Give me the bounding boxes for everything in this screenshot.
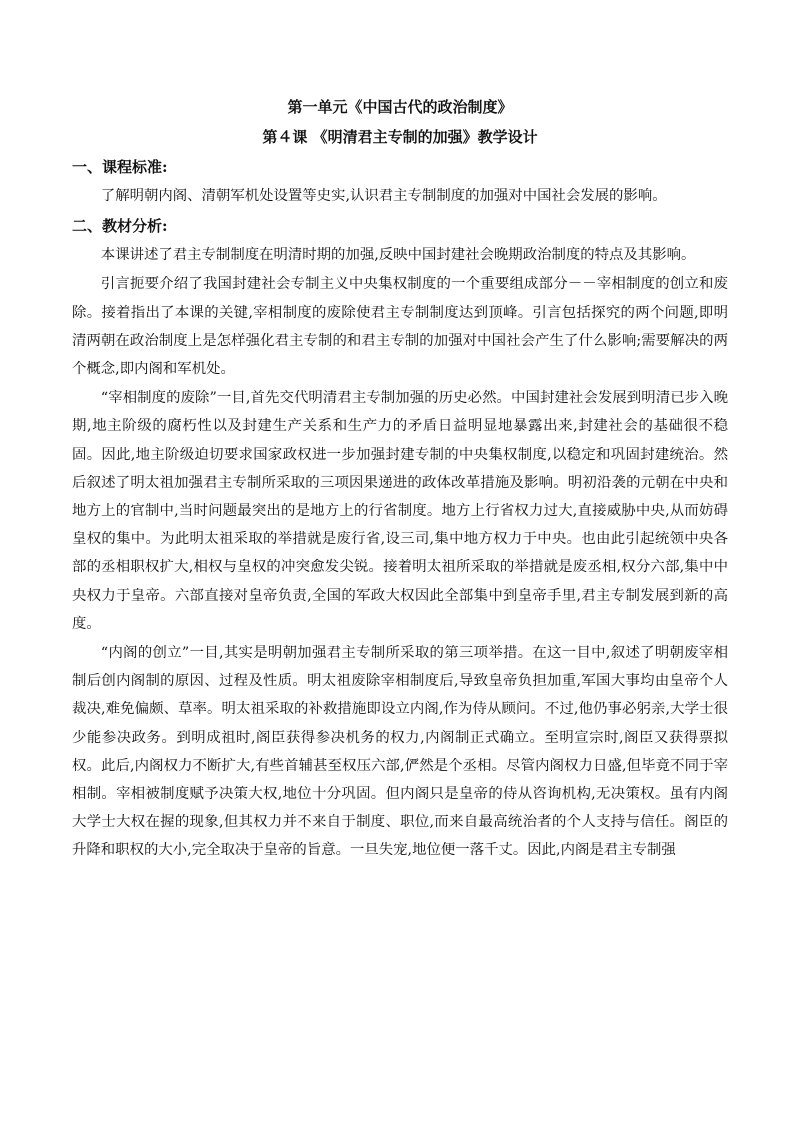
document-page xyxy=(72,92,728,866)
lesson-title: 第４课 《明清君主专制的加强》教学设计 xyxy=(262,128,538,146)
paragraph: “宰相制度的废除”一目,首先交代明清君主专制加强的历史必然。中国封建社会发展到明清已步入晚期,地主阶级的腐朽性以及封建生产关系和生产力的矛盾日益明显地暴露出来,封建社会的基础很不稳固。因此,地主阶级迫切要求国家政权进一步加强封建专制的中央集权制度,以稳定和巩固封建统治。然后叙述了明太祖加强君主专制所采取的三项因果递进的政体改革措施及影响。明初沿袭的元朝在中央和地方上的官制中,当时问题最突出的是地方上的行省制度。地方上行省权力过大,直接威胁中央,从而妨碍皇权的集中。为此明太祖采取的举措就是废行省,设三司,集中地方权力于中央。也由此引起统领中央各部的丞相职权扩大,相权与皇权的冲突愈发尖锐。接着明太祖所采取的举措就是废丞相,权分六部,集中中央权力于皇帝。六部直接对皇帝负责,全国的军政大权因此全部集中到皇帝手里,君主专制发展到新的高度。 xyxy=(72,390,728,632)
paragraph: 引言扼要介绍了我国封建社会专制主义中央集权制度的一个重要组成部分－－宰相制度的创立和废除。接着指出了本课的关键,宰相制度的废除使君主专制制度达到顶峰。引言包括探究的两个问题,即明清两朝在政治制度上是怎样强化君主专制的和君主专制的加强对中国社会产生了什么影响;需要解决的两个概念,即内阁和军机处。 xyxy=(72,276,728,378)
unit-title: 第一单元《中国古代的政治制度》 xyxy=(287,98,513,116)
paragraph: 本课讲述了君主专制制度在明清时期的加强,反映中国封建社会晚期政治制度的特点及其影响。 xyxy=(100,247,696,264)
section-heading: 二、教材分析: xyxy=(72,217,168,236)
section-textbook-analysis xyxy=(72,211,728,864)
paragraph: “内阁的创立”一目,其实是明朝加强君主专制所采取的第三项举措。在这一目中,叙述了明朝废宰相制后创内阁制的原因、过程及性质。明太祖废除宰相制度后,导致皇帝负担加重,军国大事均由皇帝个人裁决,难免偏颇、草率。明太祖采取的补救措施即设立内阁,作为侍从顾问。不过,他仍事必躬亲,大学士很少能参决政务。到明成祖时,阁臣获得参决机务的权力,内阁制正式确立。至明宣宗时,阁臣又获得票拟权。此后,内阁权力不断扩大,有些首辅甚至权压六部,俨然是个丞相。尽管内阁权力日盛,但毕竟不同于宰相制。宰相被制度赋予决策大权,地位十分巩固。但内阁只是皇帝的侍从咨询机构,无决策权。虽有内阁大学士大权在握的现象,但其权力并不来自于制度、职位,而来自最高统治者的个人支持与信任。阁臣的升降和职权的大小,完全取决于皇帝的旨意。一旦失宠,地位便一落千丈。因此,内阁是君主专制强 xyxy=(72,645,728,859)
paragraph: 了解明朝内阁、清朝军机处设置等史实,认识君主专制制度的加强对中国社会发展的影响。 xyxy=(100,188,667,204)
section-heading: 一、课程标准: xyxy=(72,158,168,176)
section-curriculum-standard xyxy=(72,152,728,210)
